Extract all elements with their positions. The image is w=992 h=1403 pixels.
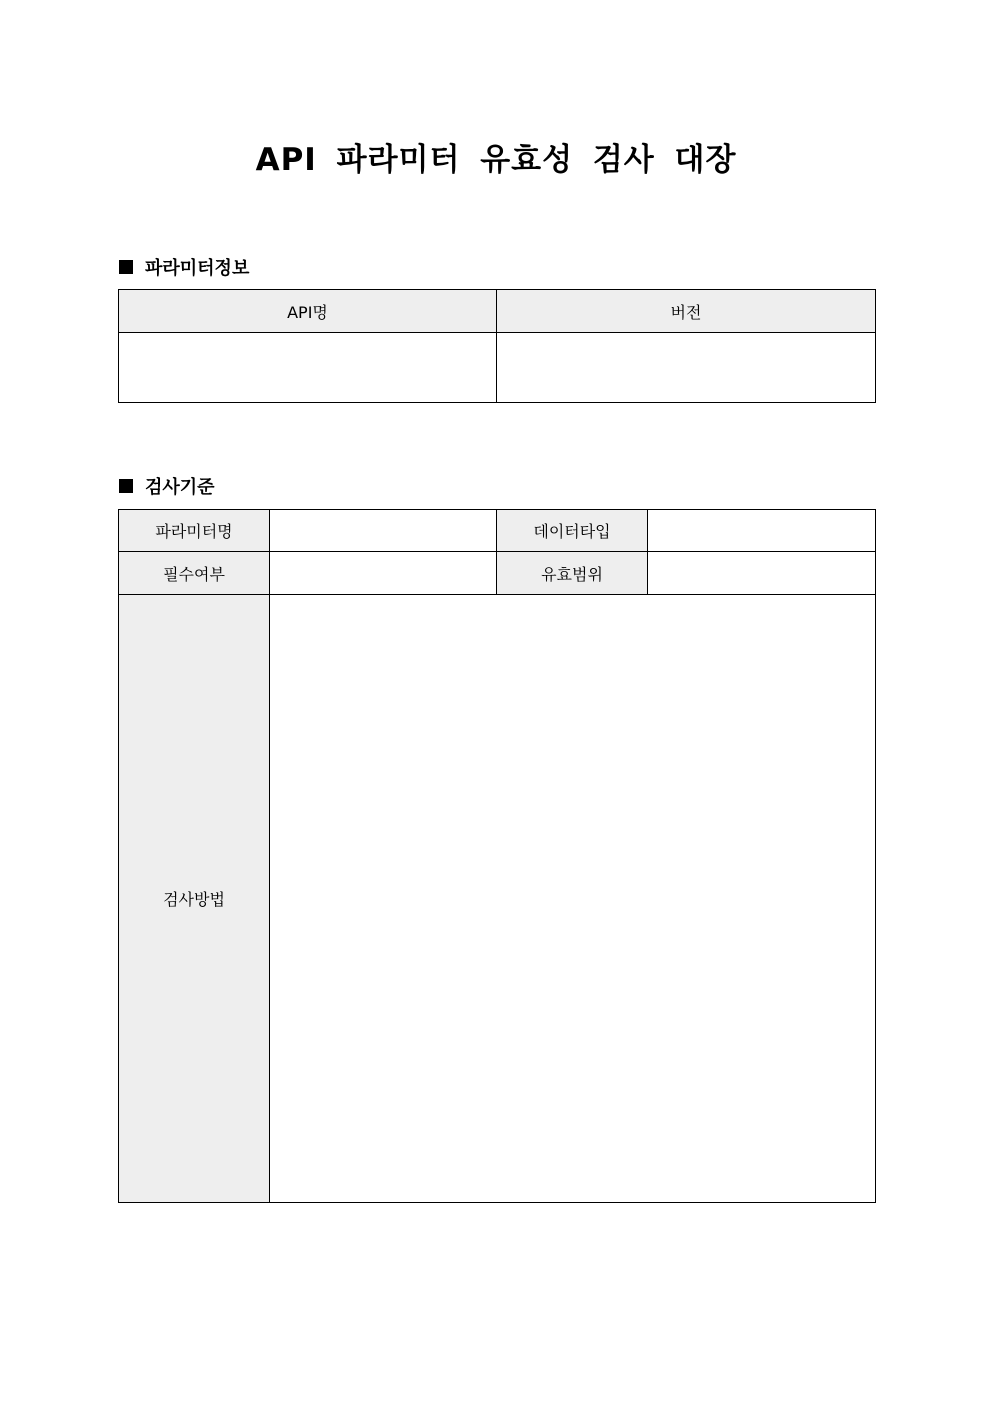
api-name-value-cell[interactable] bbox=[119, 333, 497, 403]
section-heading-label: 검사기준 bbox=[145, 477, 215, 498]
section-heading-label: 파라미터정보 bbox=[145, 258, 250, 279]
valid-range-label: 유효범위 bbox=[497, 552, 648, 595]
param-name-label: 파라미터명 bbox=[119, 510, 270, 552]
version-value-cell[interactable] bbox=[497, 333, 876, 403]
section-heading-criteria bbox=[119, 473, 215, 499]
square-bullet-icon bbox=[119, 479, 133, 493]
method-value-cell[interactable] bbox=[270, 595, 876, 1203]
required-label: 필수여부 bbox=[119, 552, 270, 595]
method-label: 검사방법 bbox=[119, 595, 270, 1203]
section-heading-parameter-info bbox=[119, 254, 249, 280]
criteria-table bbox=[118, 509, 876, 1203]
square-bullet-icon bbox=[119, 260, 133, 274]
data-type-value-cell[interactable] bbox=[648, 510, 876, 552]
param-name-value-cell[interactable] bbox=[270, 510, 497, 552]
data-type-label: 데이터타입 bbox=[497, 510, 648, 552]
valid-range-value-cell[interactable] bbox=[648, 552, 876, 595]
column-header-api-name: API명 bbox=[119, 290, 497, 333]
document-title: API 파라미터 유효성 검사 대장 bbox=[255, 142, 737, 178]
parameter-info-table bbox=[118, 289, 876, 403]
required-value-cell[interactable] bbox=[270, 552, 497, 595]
column-header-version: 버전 bbox=[497, 290, 876, 333]
